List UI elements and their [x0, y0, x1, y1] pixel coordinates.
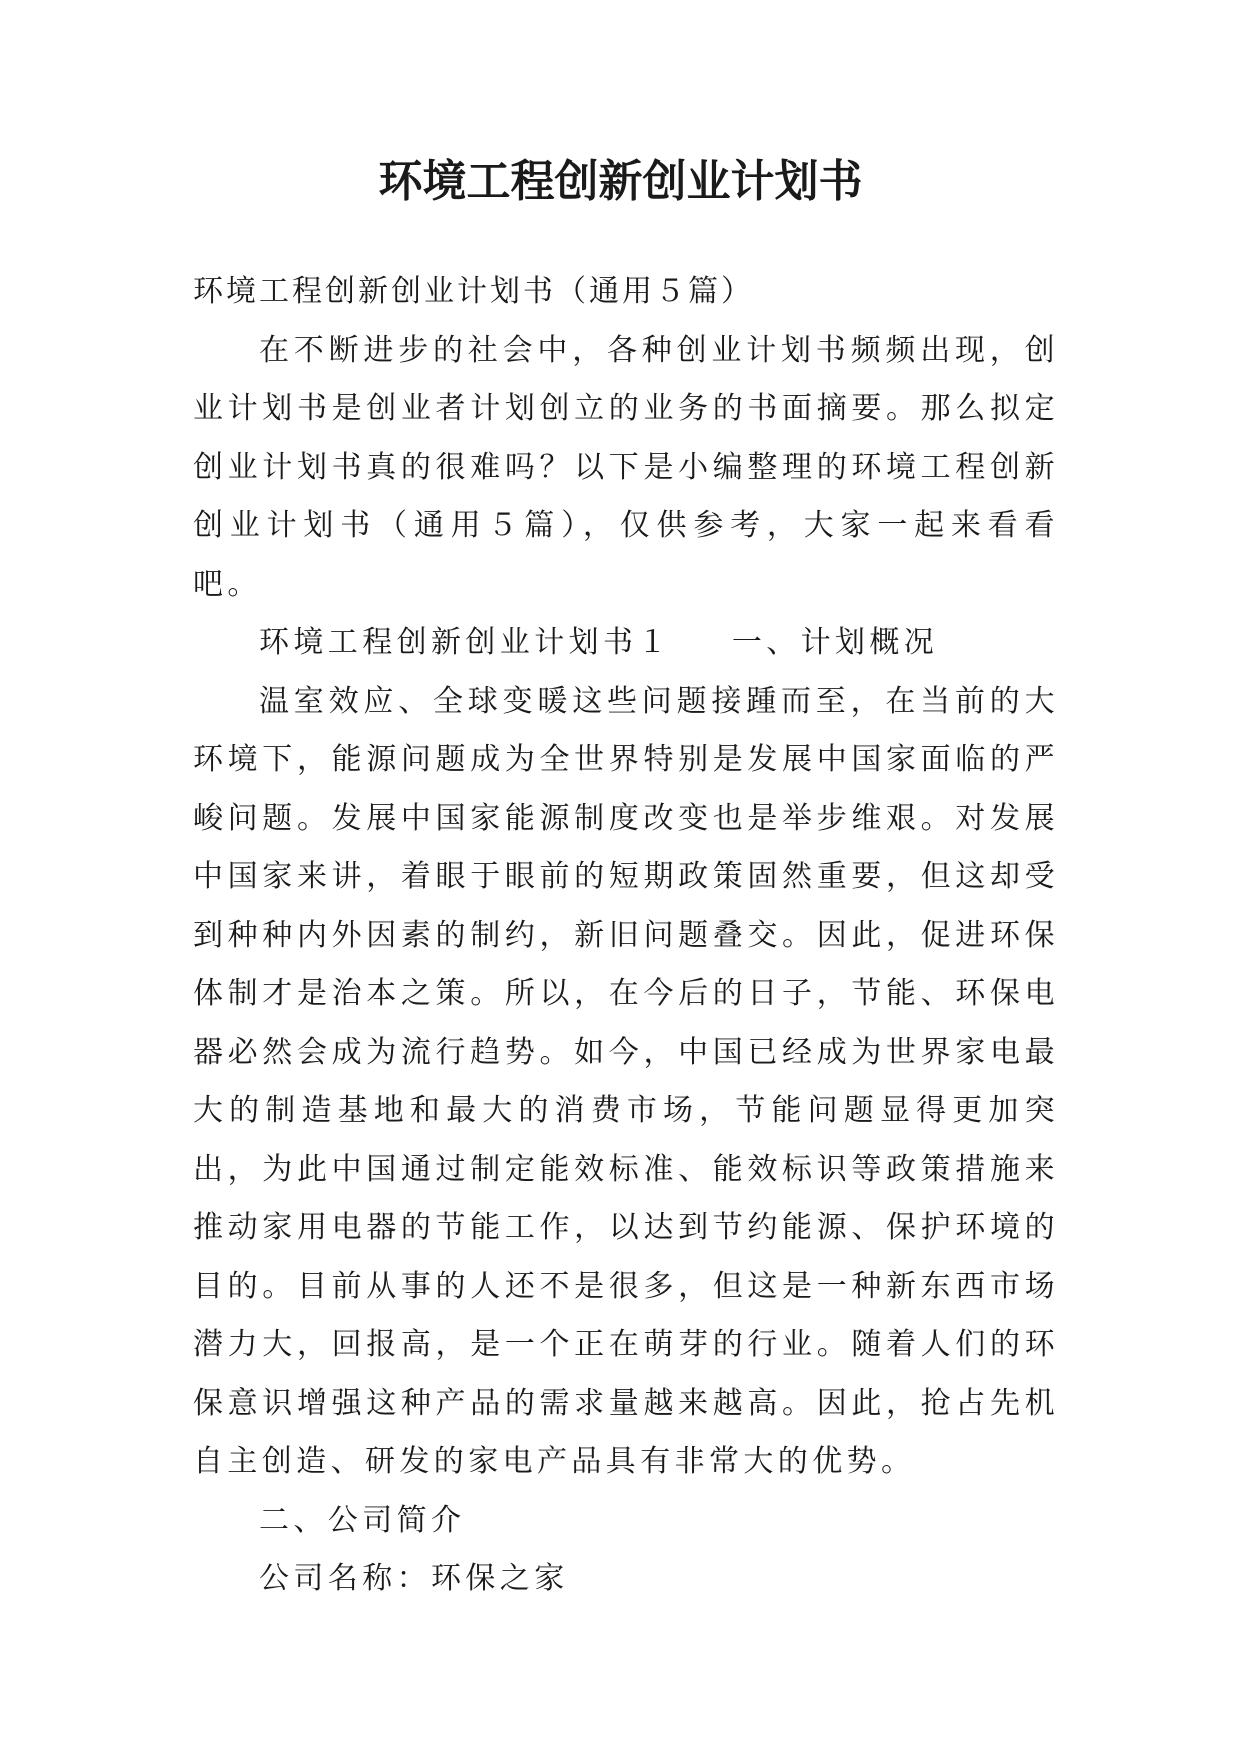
- section1-subheading: 一、计划概况: [731, 625, 939, 660]
- intro-paragraph: 在不断进步的社会中，各种创业计划书频频出现，创业计划书是创业者计划创立的业务的书面摘要。那么拟定创业计划书真的很难吗？以下是小编整理的环境工程创新创业计划书（通用５篇），仅供参考，大家一起来看看吧。: [193, 332, 1059, 602]
- section1-heading-line: [193, 614, 1059, 673]
- document-subtitle: 环境工程创新创业计划书（通用５篇）: [193, 274, 754, 309]
- document-title: 环境工程创新创业计划书: [378, 156, 863, 207]
- document-body: [193, 263, 1059, 1609]
- company-name-line: 公司名称：环保之家: [259, 1561, 569, 1596]
- overview-paragraph: 温室效应、全球变暖这些问题接踵而至，在当前的大环境下，能源问题成为全世界特别是发展中国家面临的严峻问题。发展中国家能源制度改变也是举步维艰。对发展中国家来讲，着眼于眼前的短期政策固然重要，但这却受到种种内外因素的制约，新旧问题叠交。因此，促进环保体制才是治本之策。所以，在今后的日子，节能、环保电器必然会成为流行趋势。如今，中国已经成为世界家电最大的制造基地和最大的消费市场，节能问题显得更加突出，为此中国通过制定能效标准、能效标识等政策措施来推动家用电器的节能工作，以达到节约能源、保护环境的目的。目前从事的人还不是很多，但这是一种新东西市场潜力大，回报高，是一个正在萌芽的行业。随着人们的环保意识增强这种产品的需求量越来越高。因此，抢占先机自主创造、研发的家电产品具有非常大的优势。: [193, 683, 1059, 1479]
- section1-heading: 环境工程创新创业计划书１: [259, 625, 672, 660]
- section2-heading: 二、公司简介: [259, 1502, 466, 1538]
